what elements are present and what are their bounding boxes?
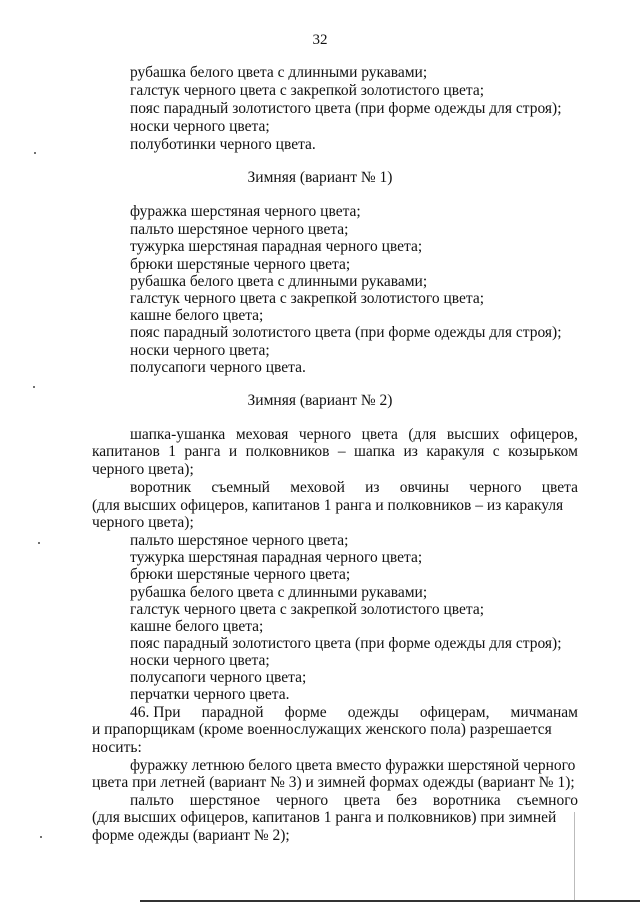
word: черного (469, 479, 522, 496)
word: черного (275, 792, 329, 809)
text-line: черного цвета); (92, 461, 194, 478)
text-line: брюки шерстяные черного цвета; (130, 256, 351, 273)
text-line-justified (130, 479, 578, 497)
text-line: (для высших офицеров, капитанов 1 ранга и полковников – из каракуля (92, 497, 564, 514)
word: и (228, 443, 238, 460)
word: одежды (347, 704, 399, 721)
word: с (492, 443, 500, 460)
word: пальто (130, 792, 174, 809)
word: парадной (201, 704, 264, 721)
word: мичманам (510, 704, 578, 721)
text-line: форме одежды (вариант № 2); (92, 827, 290, 844)
text-line-justified (130, 792, 578, 810)
text-line: полуботинки черного цвета. (130, 136, 316, 153)
scan-speck (38, 542, 40, 544)
text-line: пояс парадный золотистого цвета (при форме одежды для строя); (130, 324, 562, 341)
word: – (337, 443, 346, 460)
scan-bottom-edge (140, 900, 640, 902)
text-line: пояс парадный золотистого цвета (при форме одежды для строя); (130, 635, 562, 652)
text-line: и прапорщикам (кроме военнослужащих женского пола) разрешается (92, 721, 552, 738)
word: без (396, 792, 417, 809)
word: шерстяное (189, 792, 260, 809)
text-line: рубашка белого цвета с длинными рукавами; (130, 64, 428, 81)
scan-margin-line (574, 812, 575, 902)
text-line: фуражка шерстяная черного цвета; (130, 203, 361, 220)
word: 1 (168, 443, 176, 460)
text-line: носки черного цвета; (130, 342, 270, 359)
section-heading: Зимняя (вариант № 2) (247, 392, 393, 409)
word: овчины (399, 479, 450, 496)
word: воротник (130, 479, 192, 496)
text-line-justified (130, 426, 578, 444)
text-line: носки черного цвета; (130, 118, 270, 135)
word: цвета (361, 426, 398, 443)
text-line: тужурка шерстяная парадная черного цвета; (130, 238, 423, 255)
section-heading: Зимняя (вариант № 1) (247, 169, 393, 186)
text-line: рубашка белого цвета с длинными рукавами; (130, 273, 428, 290)
text-line-justified (92, 443, 578, 461)
word: черного (298, 426, 352, 443)
word: из (403, 443, 418, 460)
word: из (365, 479, 380, 496)
word: офицерам, (419, 704, 490, 721)
text-line: кашне белого цвета; (130, 307, 264, 324)
text-line: цвета при летней (вариант № 3) и зимней формах одежды (вариант № 1); (92, 774, 575, 791)
word: воротника (432, 792, 501, 809)
text-line: перчатки черного цвета. (130, 686, 290, 703)
text-line: полусапоги черного цвета. (130, 359, 306, 376)
word: меховой (290, 479, 345, 496)
scan-speck (40, 836, 42, 838)
word: съемный (211, 479, 270, 496)
word: меховая (235, 426, 289, 443)
text-line: тужурка шерстяная парадная черного цвета; (130, 549, 423, 566)
word: (для (408, 426, 437, 443)
scan-speck (33, 386, 35, 388)
word: ранга (184, 443, 221, 460)
word: шапка (353, 443, 396, 460)
text-line: носить: (92, 739, 142, 756)
word: высших (446, 426, 500, 443)
text-line: пальто шерстяное черного цвета; (130, 221, 349, 238)
word: шапка-ушанка (130, 426, 226, 443)
page-number: 32 (312, 32, 328, 48)
text-line: пальто шерстяное черного цвета; (130, 532, 349, 549)
text-line: галстук черного цвета с закрепкой золотистого цвета; (130, 290, 485, 307)
text-line: брюки шерстяные черного цвета; (130, 566, 351, 583)
word: съемного (516, 792, 578, 809)
text-line: черного цвета); (92, 514, 194, 531)
text-line-justified (130, 704, 578, 722)
word: офицеров, (509, 426, 578, 443)
word: козырьком (508, 443, 578, 460)
word: 46. При (130, 704, 181, 721)
text-line: фуражку летнюю белого цвета вместо фуражки шерстяной черного (130, 757, 576, 774)
text-line: галстук черного цвета с закрепкой золотистого цвета; (130, 601, 485, 618)
word: каракуля (426, 443, 485, 460)
text-line: полусапоги черного цвета; (130, 669, 307, 686)
text-line: (для высших офицеров, капитанов 1 ранга и полковников) при зимней (92, 809, 557, 826)
text-line: рубашка белого цвета с длинными рукавами; (130, 584, 428, 601)
text-line: кашне белого цвета; (130, 618, 264, 635)
word: цвета (343, 792, 381, 809)
word: цвета (541, 479, 578, 496)
word: капитанов (92, 443, 160, 460)
text-line: пояс парадный золотистого цвета (при форме одежды для строя); (130, 100, 562, 117)
text-line: галстук черного цвета с закрепкой золотистого цвета; (130, 82, 485, 99)
word: форме (284, 704, 327, 721)
text-line: носки черного цвета; (130, 652, 270, 669)
word: полковников (245, 443, 330, 460)
scan-speck (34, 152, 36, 154)
